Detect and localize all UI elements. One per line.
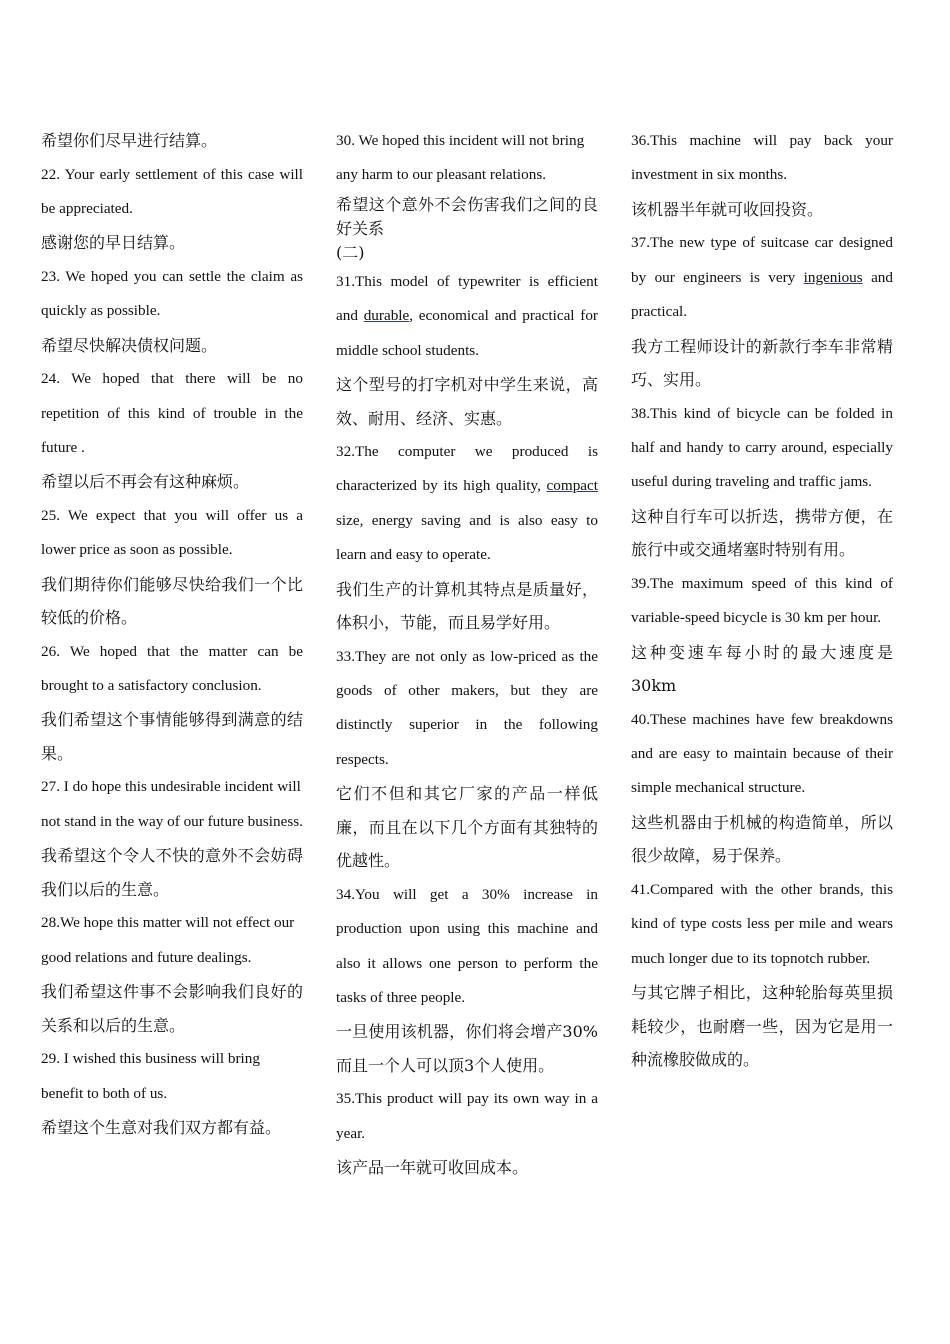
item-31-underlined-word: durable [363, 307, 410, 325]
item-34-en: 34.You will get a 30% increase in production upon using this machine and also it allows one person to perform the tasks of three people. [336, 885, 598, 1006]
item-37-en-a: 37.The new type of suitcase car designed by our engineers is very [631, 234, 893, 286]
item-26-zh: 我们希望这个事情能够得到满意的结果。 [41, 710, 303, 763]
item-27-zh: 我希望这个令人不快的意外不会妨碍我们以后的生意。 [41, 846, 303, 899]
item-25-en: 25. We expect that you will offer us a lower price as soon as possible. [41, 506, 303, 559]
item-40-zh: 这些机器由于机械的构造简单，所以很少故障，易于保养。 [631, 812, 893, 866]
item-35-en: 35.This product will pay its own way in a year. [336, 1090, 598, 1142]
item-23-en: 23. We hoped you can settle the claim as quickly as possible. [41, 267, 303, 320]
item-32-zh: 我们生产的计算机其特点是质量好，体积小，节能，而且易学好用。 [336, 579, 598, 633]
item-22-en: 22. Your early settlement of this case will be appreciated. [41, 165, 303, 217]
item-38-zh: 这种自行车可以折迭，携带方便，在旅行中或交通堵塞时特别有用。 [631, 506, 893, 560]
item-27-en: 27. I do hope this undesirable incident will not stand in the way of our future business. [41, 778, 303, 830]
item-26-en: 26. We hoped that the matter can be brought to a satisfactory conclusion. [41, 642, 303, 695]
item-31-zh: 这个型号的打字机对中学生来说，高效、耐用、经济、实惠。 [336, 375, 598, 428]
item-31-en-a: 31.This model of typewriter is efficient and [336, 272, 598, 325]
item-33-zh: 它们不但和其它厂家的产品一样低廉，而且在以下几个方面有其独特的优越性。 [336, 784, 598, 871]
item-28-en: 28.We hope this matter will not effect our good relations and future dealings. [41, 914, 295, 966]
item-36-zh: 该机器半年就可收回投资。 [631, 199, 824, 219]
item-31-en [336, 265, 598, 368]
item-40-en: 40.These machines have few breakdowns and are easy to maintain because of their simple mechanical structure. [631, 710, 893, 797]
section-heading: (二) [336, 242, 365, 262]
item-25-zh: 我们期待你们能够尽快给我们一个比较低的价格。 [41, 574, 303, 628]
item-29-zh: 希望这个生意对我们双方都有益。 [41, 1117, 282, 1137]
column-1 [41, 124, 303, 1144]
item-24-zh: 希望以后不再会有这种麻烦。 [41, 472, 250, 492]
column-3 [631, 124, 893, 1077]
item-39-zh: 这种变速车每小时的最大速度是30km [631, 642, 893, 696]
item-32-en-a: 32.The computer we produced is characterized by its high quality, [336, 443, 598, 495]
item-34-zh: 一旦使用该机器，你们将会增产30%而且一个人可以顶3个人使用。 [336, 1022, 598, 1075]
item-23-zh: 希望尽快解决债权问题。 [41, 335, 218, 355]
item-30-zh: 希望这个意外不会伤害我们之间的良好关系 [336, 194, 598, 238]
item-37-en-b: and practical. [631, 268, 893, 321]
item-28-zh: 我们希望这件事不会影响我们良好的关系和以后的生意。 [41, 982, 303, 1035]
item-22-zh: 感谢您的早日结算。 [41, 233, 186, 253]
column-2 [336, 124, 598, 1185]
item-36-en: 36.This machine will pay back your investment in six months. [631, 132, 893, 184]
item-41-zh: 与其它牌子相比，这种轮胎每英里损耗较少，也耐磨一些，因为它是用一种流橡胶做成的。 [631, 983, 893, 1069]
item-31-en-b: , economical and practical for middle school students. [336, 307, 598, 359]
item-32-underlined-word: compact [546, 477, 598, 495]
item-37-underlined-word: ingenious [803, 268, 863, 286]
item-24-en: 24. We hoped that there will be no repetition of this kind of trouble in the future . [41, 370, 303, 456]
item-33-en: 33.They are not only as low-priced as the goods of other makers, but they are distinctly superior in the following respects. [336, 647, 598, 768]
item-30-en: 30. We hoped this incident will not bring any harm to our pleasant relations. [336, 132, 585, 184]
item-37-zh: 我方工程师设计的新款行李车非常精巧、实用。 [631, 336, 893, 390]
item-29-en: 29. I wished this business will bring benefit to both of us. [41, 1050, 260, 1102]
item-21-zh: 希望你们尽早进行结算。 [41, 131, 218, 150]
item-39-en: 39.The maximum speed of this kind of variable-speed bicycle is 30 km per hour. [631, 574, 893, 627]
item-38-en: 38.This kind of bicycle can be folded in half and handy to carry around, especially useful during traveling and traffic jams. [631, 404, 893, 491]
item-32-en-b: size, energy saving and is also easy to learn and easy to operate. [336, 511, 598, 564]
item-41-en: 41.Compared with the other brands, this kind of type costs less per mile and wears much longer due to its topnotch rubber. [631, 880, 893, 967]
item-37-en [631, 226, 893, 329]
item-32-en [336, 435, 598, 573]
item-35-zh: 该产品一年就可收回成本。 [336, 1158, 529, 1178]
